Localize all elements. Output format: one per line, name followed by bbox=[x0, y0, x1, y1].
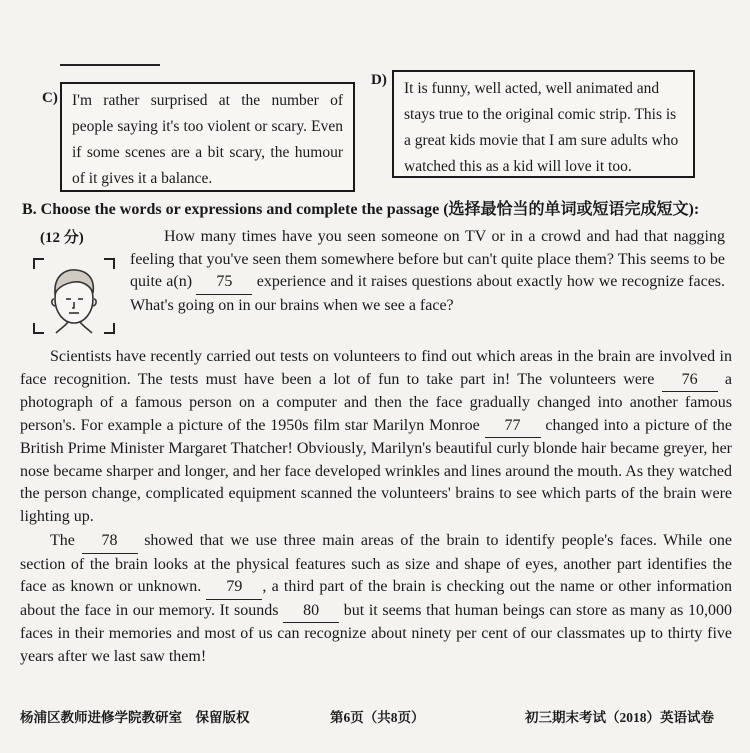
blank-77: 77 bbox=[485, 415, 541, 439]
p1-text-b: experience and it raises questions about exactly how we recognize faces. What's going on in our brains when we see a face? bbox=[130, 273, 726, 314]
option-d-label: D) bbox=[371, 72, 387, 88]
p3-text-d: but it seems that human beings can store as many as 10,000 faces in their memories and most of us can recognize about ninety per cent of our classmates up to thirty five years after we last saw them! bbox=[20, 601, 733, 665]
blank-80: 80 bbox=[283, 600, 339, 624]
footer-right: 初三期末考试（2018）英语试卷 bbox=[525, 710, 714, 725]
option-c-label: C) bbox=[42, 90, 58, 106]
option-d-box bbox=[392, 70, 695, 178]
p2-text-c: changed into a picture of the British Prime Minister Margaret Thatcher! Obviously, Marilyn's beautiful curly blonde hair became greyer, her nose became sharper and longer, and her face developed wrinkles and lines around the mouth. As they watched the person change, complicated equipment scanned the volunteers' brains to see which parts of the brain were lighting up. bbox=[20, 416, 732, 525]
option-d-text: It is funny, well acted, well animated and stays true to the original comic strip. This is a great kids movie that I am sure adults who watched this as a kid will love it too. bbox=[404, 80, 679, 175]
p1-text-a: How many times have you seen someone on TV or in a crowd and had that nagging feeling that you've seen them somewhere before but can't quite place them? This seems to be quite a(n) bbox=[130, 228, 725, 290]
p3-text-c: , a third part of the brain is checking out the name or other information about the face in our memory. It sounds bbox=[20, 578, 733, 619]
face-illustration bbox=[30, 255, 118, 337]
option-c-text: I'm rather surprised at the number of people saying it's too violent or scary. Even if some scenes are a bit scary, the humour of it gives it a balance. bbox=[72, 92, 343, 187]
p3-text-b: showed that we use three main areas of the brain to identify people's faces. While one section of the brain looks at the physical features such as size and shape of eyes, another part identifies the face as known or unknown. bbox=[20, 532, 733, 595]
paragraph-3 bbox=[20, 530, 732, 668]
blank-75: 75 bbox=[196, 271, 252, 295]
blank-78: 78 bbox=[82, 530, 138, 554]
p3-text-a: The bbox=[50, 532, 75, 549]
paragraph-1 bbox=[130, 226, 725, 317]
blank-76: 76 bbox=[662, 369, 718, 393]
top-rule bbox=[60, 64, 160, 66]
blank-79: 79 bbox=[206, 576, 262, 600]
p2-text-a: Scientists have recently carried out tests on volunteers to find out which areas in the brain are involved in face recognition. The tests must have been a lot of fun to take part in! The volunteers were bbox=[20, 348, 732, 388]
p2-text-b: a photograph of a famous person on a computer and then the face gradually changed into another famous person's. For example a picture of the 1950s film star Marilyn Monroe bbox=[20, 370, 733, 434]
footer-left: 杨浦区教师进修学院教研室 保留版权 bbox=[20, 710, 250, 725]
section-score: (12 分) bbox=[40, 230, 84, 246]
section-heading: B. Choose the words or expressions and complete the passage (选择最恰当的单词或短语完成短文): bbox=[22, 201, 700, 218]
option-c-box bbox=[60, 82, 355, 192]
footer-page-number: 第6页（共8页） bbox=[330, 710, 425, 725]
paragraph-2 bbox=[20, 346, 732, 528]
